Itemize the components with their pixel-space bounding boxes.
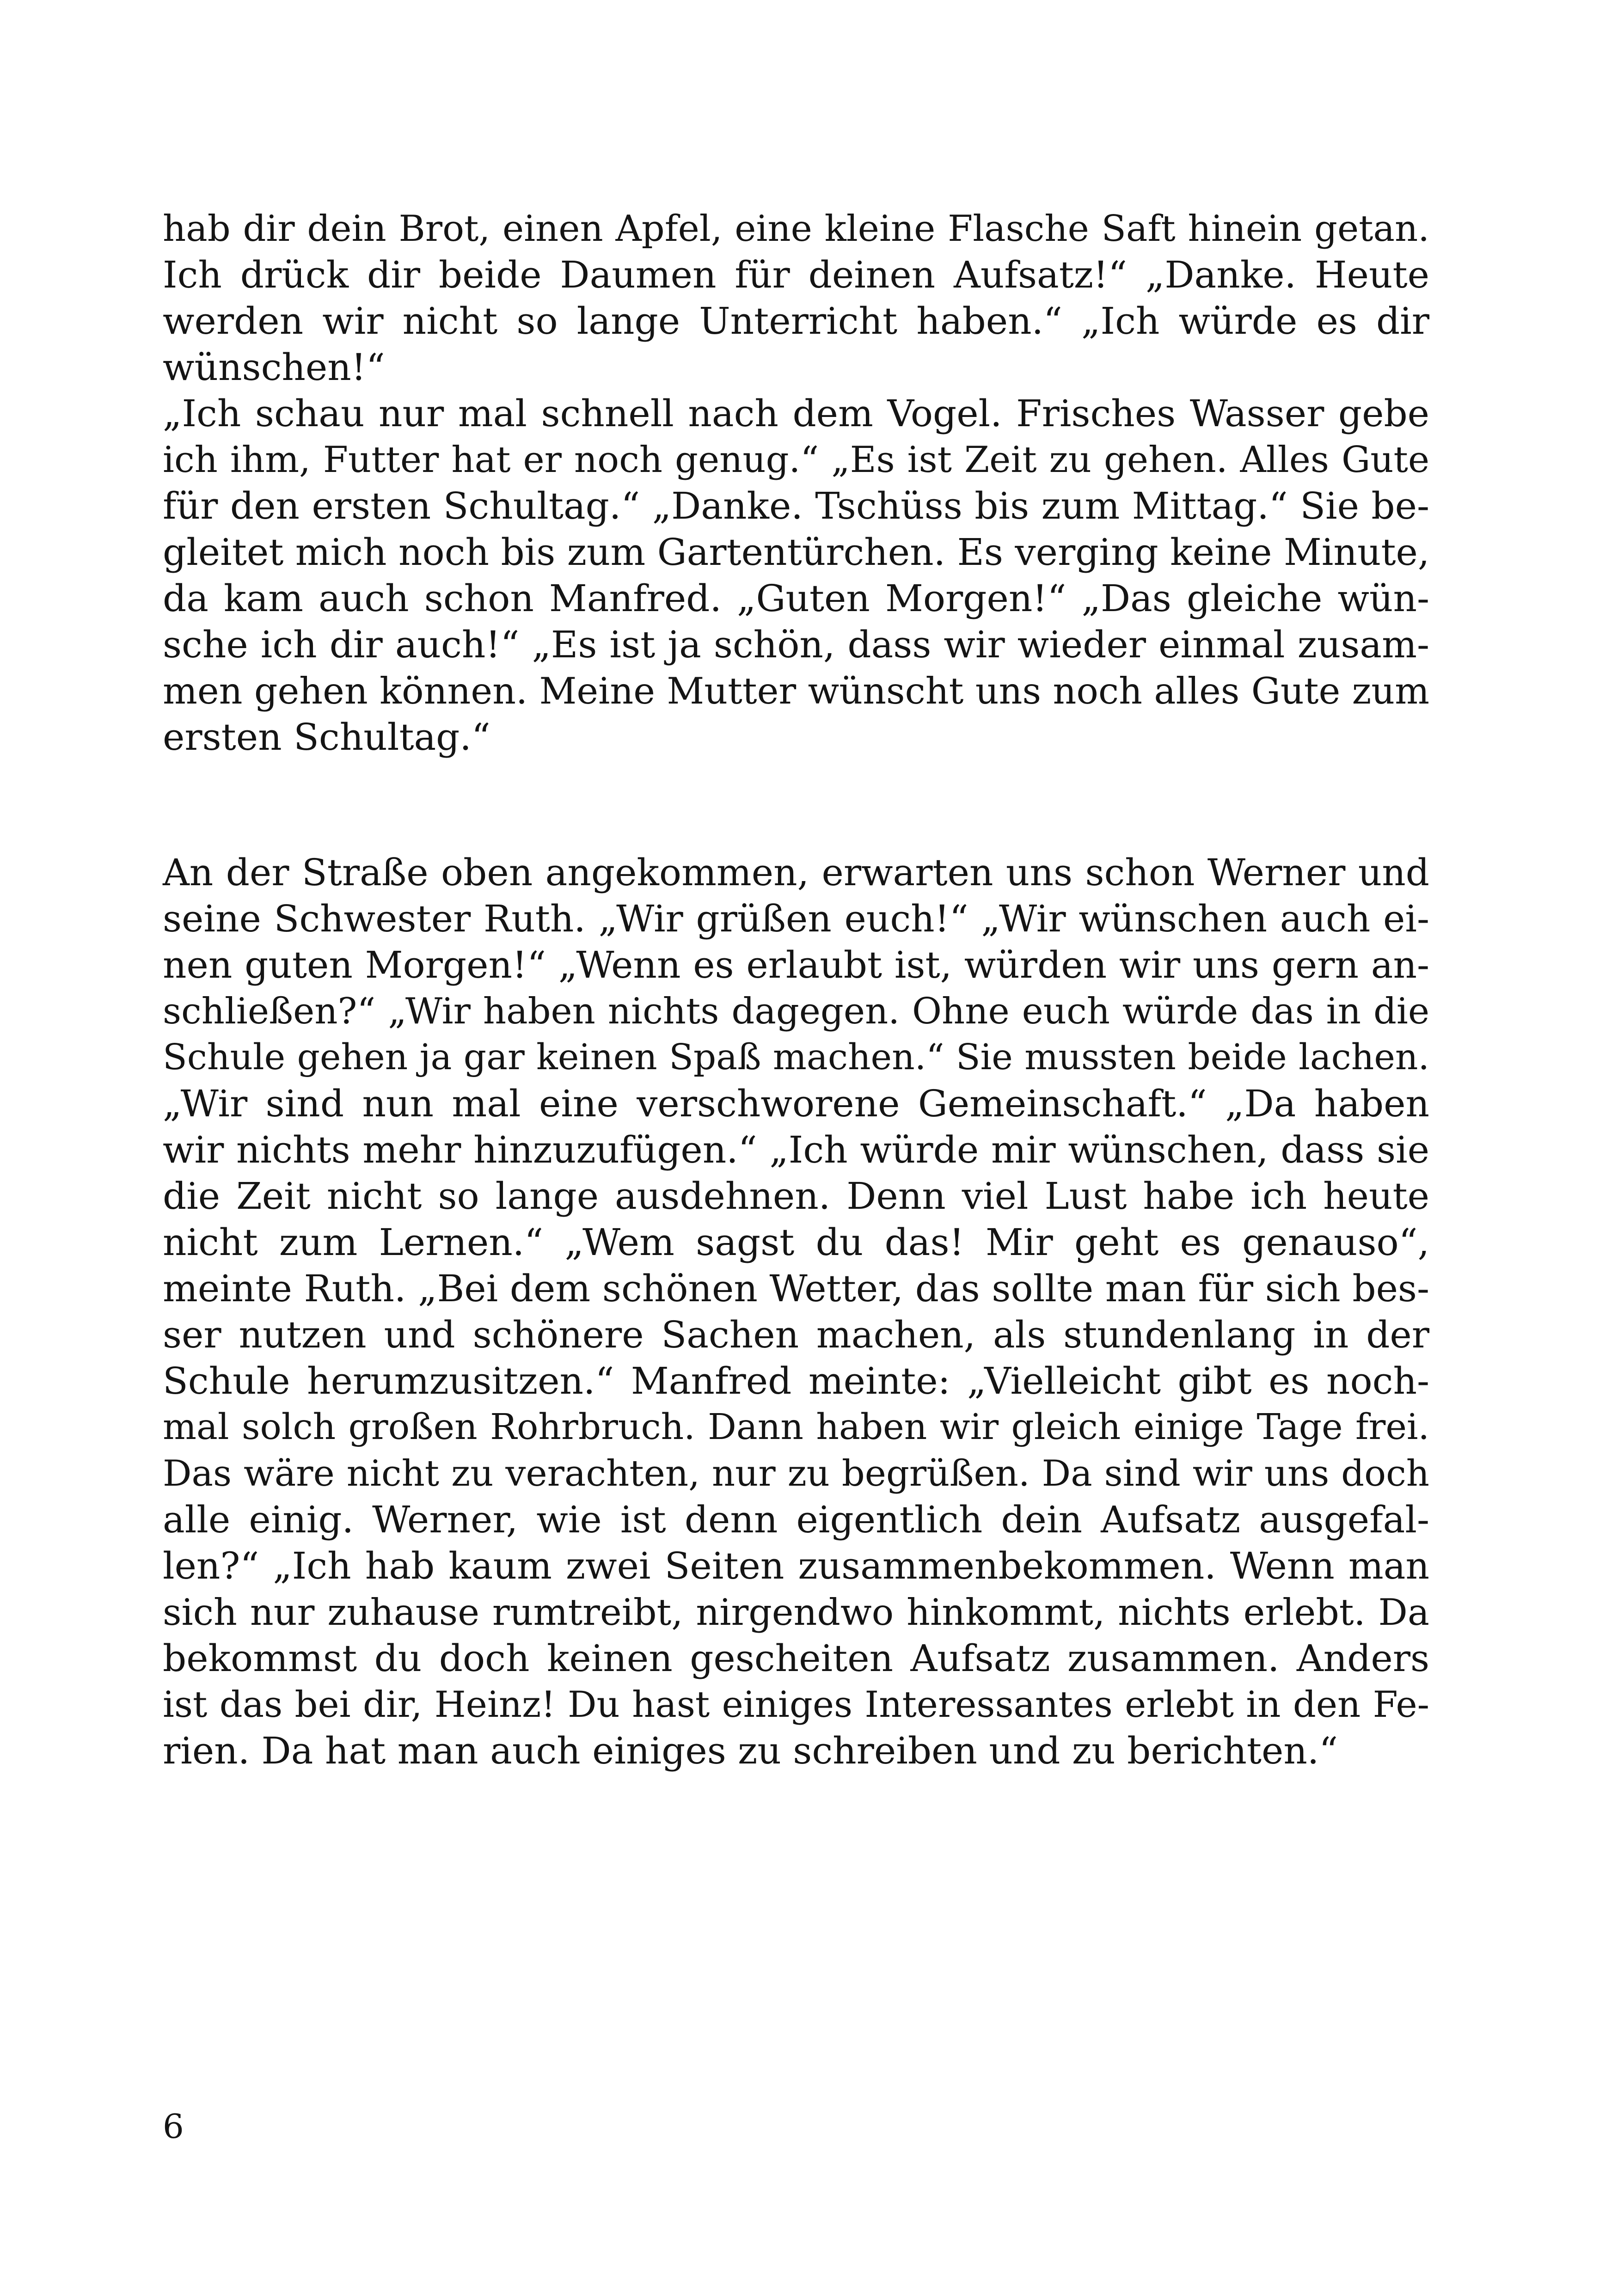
text-line: ist das bei dir, Heinz! Du hast einiges Interessantes erlebt in den Fe- bbox=[163, 1684, 1429, 1726]
paragraph-1 bbox=[163, 206, 1429, 760]
text-line: „Ich schau nur mal schnell nach dem Vogel. Frisches Wasser gebe bbox=[163, 392, 1429, 435]
text-line: seine Schwester Ruth. „Wir grüßen euch!“ „Wir wünschen auch ei- bbox=[163, 897, 1429, 940]
text-line: für den ersten Schultag.“ „Danke. Tschüss bis zum Mittag.“ Sie be- bbox=[163, 484, 1429, 527]
text-line: bekommst du doch keinen gescheiten Aufsatz zusammen. Anders bbox=[163, 1637, 1429, 1680]
paragraph-2 bbox=[163, 850, 1429, 1774]
text-line: wir nichts mehr hinzuzufügen.“ „Ich würde mir wünschen, dass sie bbox=[163, 1128, 1429, 1171]
text-line: ich ihm, Futter hat er noch genug.“ „Es ist Zeit zu gehen. Alles Gute bbox=[163, 439, 1429, 481]
text-line: hab dir dein Brot, einen Apfel, eine kleine Flasche Saft hinein getan. bbox=[163, 208, 1429, 250]
text-line: mal solch großen Rohrbruch. Dann haben wir gleich einige Tage frei. bbox=[163, 1407, 1429, 1448]
text-line: sich nur zuhause rumtreibt, nirgendwo hinkommt, nichts erlebt. Da bbox=[163, 1591, 1429, 1634]
text-line: alle einig. Werner, wie ist denn eigentlich dein Aufsatz ausgefal- bbox=[163, 1498, 1429, 1541]
text-line: meinte Ruth. „Bei dem schönen Wetter, das sollte man für sich bes- bbox=[163, 1267, 1429, 1310]
page-number: 6 bbox=[163, 2107, 184, 2146]
text-line: Ich drück dir beide Daumen für deinen Aufsatz!“ „Danke. Heute bbox=[163, 253, 1429, 296]
text-line: nicht zum Lernen.“ „Wem sagst du das! Mir geht es genauso“, bbox=[163, 1221, 1429, 1264]
text-line: gleitet mich noch bis zum Gartentürchen. Es verging keine Minute, bbox=[163, 531, 1430, 574]
text-line: sche ich dir auch!“ „Es ist ja schön, dass wir wieder einmal zusam- bbox=[163, 623, 1429, 666]
text-line: An der Straße oben angekommen, erwarten uns schon Werner und bbox=[163, 851, 1429, 894]
text-line: Schule gehen ja gar keinen Spaß machen.“ Sie mussten beide lachen. bbox=[163, 1037, 1429, 1078]
text-line: rien. Da hat man auch einiges zu schreiben und zu berichten.“ bbox=[163, 1729, 1338, 1772]
text-line: „Wir sind nun mal eine verschworene Gemeinschaft.“ „Da haben bbox=[163, 1082, 1429, 1125]
text-line: wünschen!“ bbox=[163, 346, 385, 389]
text-line: nen guten Morgen!“ „Wenn es erlaubt ist, würden wir uns gern an- bbox=[163, 943, 1429, 986]
text-line: schließen?“ „Wir haben nichts dagegen. Ohne euch würde das in die bbox=[163, 991, 1429, 1032]
text-line: ersten Schultag.“ bbox=[163, 716, 490, 759]
text-line: Das wäre nicht zu verachten, nur zu begrüßen. Da sind wir uns doch bbox=[163, 1453, 1429, 1494]
text-line: werden wir nicht so lange Unterricht haben.“ „Ich würde es dir bbox=[163, 300, 1429, 343]
text-line: ser nutzen und schönere Sachen machen, als stundenlang in der bbox=[163, 1313, 1429, 1356]
text-line: die Zeit nicht so lange ausdehnen. Denn viel Lust habe ich heute bbox=[163, 1175, 1429, 1218]
text-line: da kam auch schon Manfred. „Guten Morgen!“ „Das gleiche wün- bbox=[163, 577, 1429, 620]
text-line: men gehen können. Meine Mutter wünscht uns noch alles Gute zum bbox=[163, 670, 1429, 712]
text-line: len?“ „Ich hab kaum zwei Seiten zusammenbekommen. Wenn man bbox=[163, 1544, 1429, 1587]
text-line: Schule herumzusitzen.“ Manfred meinte: „Vielleicht gibt es noch- bbox=[163, 1359, 1429, 1402]
